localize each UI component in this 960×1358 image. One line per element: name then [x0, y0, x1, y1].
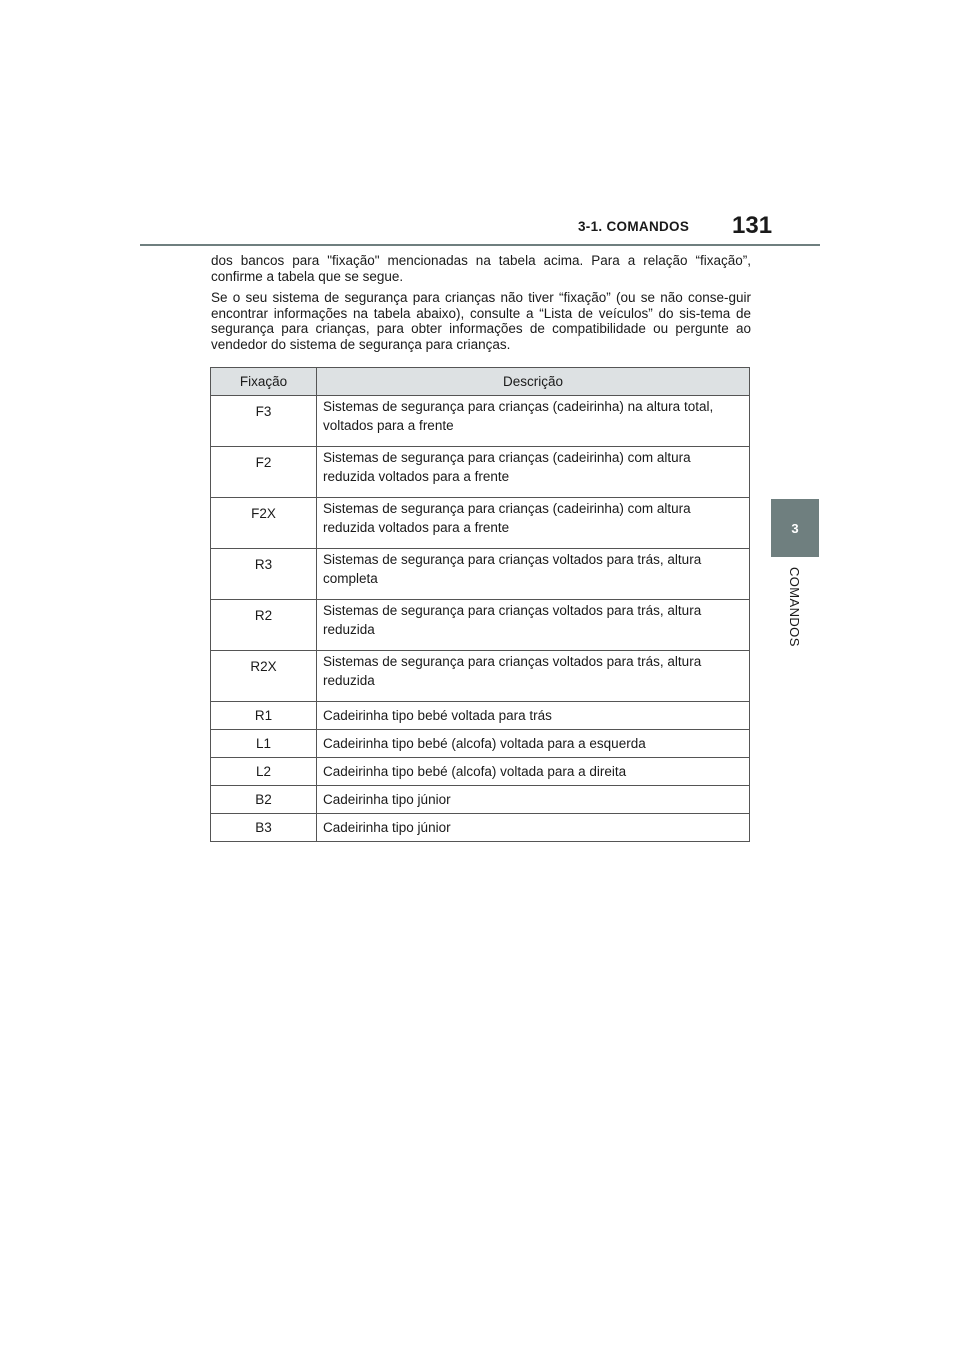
header-descricao: Descrição [317, 368, 750, 396]
fixation-description: Cadeirinha tipo bebé (alcofa) voltada para a direita [317, 758, 750, 786]
fixation-description: Sistemas de segurança para crianças voltados para trás, altura completa [317, 549, 750, 600]
body-text [211, 253, 751, 358]
table-row [211, 730, 750, 758]
fixation-code: B3 [211, 814, 317, 842]
fixation-description: Cadeirinha tipo júnior [317, 786, 750, 814]
fixation-code: F2X [211, 498, 317, 549]
table-row [211, 396, 750, 447]
chapter-tab [771, 499, 819, 557]
table-row [211, 814, 750, 842]
fixation-code: L2 [211, 758, 317, 786]
table-row [211, 498, 750, 549]
table-row [211, 600, 750, 651]
fixation-description: Cadeirinha tipo bebé voltada para trás [317, 702, 750, 730]
fixation-description: Cadeirinha tipo bebé (alcofa) voltada para a esquerda [317, 730, 750, 758]
table-row [211, 651, 750, 702]
table-header-row [211, 368, 750, 396]
header-divider [140, 244, 820, 246]
table-row [211, 447, 750, 498]
fixation-code: R2X [211, 651, 317, 702]
header-fixacao: Fixação [211, 368, 317, 396]
fixation-code: F3 [211, 396, 317, 447]
table-row [211, 758, 750, 786]
fixation-code: R3 [211, 549, 317, 600]
paragraph: Se o seu sistema de segurança para crianças não tiver “fixação” (ou se não conse-guir encontrar informações na tabela abaixo), consulte a “Lista de veículos” do sis-tema de segurança para crianças, para obter informações de compatibilidade ou pergunte ao vendedor do sistema de segurança para crianças. [211, 290, 751, 352]
table-row [211, 786, 750, 814]
fixation-code: B2 [211, 786, 317, 814]
fixation-description: Cadeirinha tipo júnior [317, 814, 750, 842]
fixation-table [210, 367, 750, 842]
fixation-code: L1 [211, 730, 317, 758]
table-row [211, 549, 750, 600]
fixation-description: Sistemas de segurança para crianças (cadeirinha) com altura reduzida voltados para a frente [317, 498, 750, 549]
chapter-label: COMANDOS [787, 567, 802, 647]
section-title: 3-1. COMANDOS [578, 219, 690, 234]
fixation-description: Sistemas de segurança para crianças voltados para trás, altura reduzida [317, 600, 750, 651]
fixation-description: Sistemas de segurança para crianças (cadeirinha) com altura reduzida voltados para a frente [317, 447, 750, 498]
fixation-description: Sistemas de segurança para crianças voltados para trás, altura reduzida [317, 651, 750, 702]
table-row [211, 702, 750, 730]
fixation-description: Sistemas de segurança para crianças (cadeirinha) na altura total, voltados para a frente [317, 396, 750, 447]
chapter-number: 3 [791, 520, 799, 536]
fixation-code: R2 [211, 600, 317, 651]
paragraph: dos bancos para "fixação" mencionadas na tabela acima. Para a relação “fixação”, confirme a tabela que se segue. [211, 253, 751, 284]
fixation-code: F2 [211, 447, 317, 498]
page-number: 131 [732, 212, 773, 239]
fixation-code: R1 [211, 702, 317, 730]
